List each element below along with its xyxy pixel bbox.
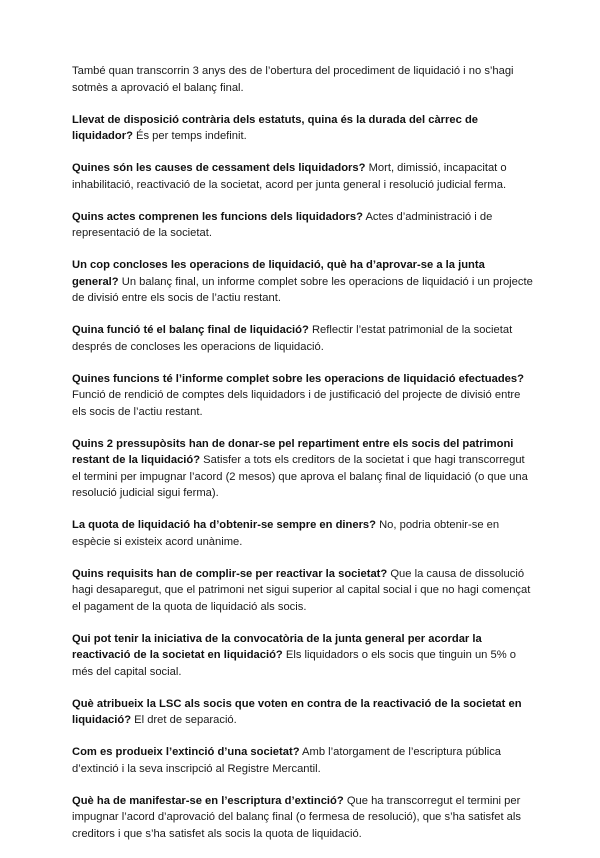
- qa-paragraph: [72, 322, 534, 355]
- question: Quins requisits han de complir-se per reactivar la societat?: [72, 567, 388, 580]
- question: Quins 2 pressupòsits han de donar-se pel repartiment entre els socis del patrimoni restant de la liquidació?: [72, 437, 514, 466]
- answer: Mort, dimissió, incapacitat o inhabilitació, reactivació de la societat, acord per junta general i resolució judicial ferma.: [72, 162, 507, 191]
- qa-paragraph: [72, 371, 534, 421]
- document-page: [72, 63, 534, 858]
- qa-paragraph: [72, 209, 534, 242]
- question: Un cop concloses les operacions de liquidació, què ha d’aprovar-se a la junta general?: [72, 259, 485, 288]
- qa-paragraph: [72, 631, 534, 681]
- answer: Funció de rendició de comptes dels liquidadors i de justificació del projecte de divisió entre els socis de l’actiu restant.: [72, 389, 521, 418]
- qa-paragraph: [72, 517, 534, 550]
- qa-paragraph: [72, 257, 534, 307]
- question: Com es produeix l’extinció d’una societat?: [72, 746, 300, 758]
- qa-paragraph: [72, 112, 534, 145]
- qa-paragraph: [72, 160, 534, 193]
- question: Què atribueix la LSC als socis que voten en contra de la reactivació de la societat en liquidació?: [72, 697, 522, 726]
- qa-paragraph: [72, 744, 534, 777]
- answer: El dret de separació.: [134, 714, 237, 726]
- qa-paragraph: [72, 436, 534, 502]
- question: Què ha de manifestar-se en l’escriptura d’extinció?: [72, 794, 344, 807]
- question: Quines funcions té l’informe complet sobre les operacions de liquidació efectuades?: [72, 372, 524, 385]
- answer: Un balanç final, un informe complet sobre les operacions de liquidació i un projecte de divisió entre els socis de l’actiu restant.: [72, 275, 533, 304]
- question: Llevat de disposició contrària dels estatuts, quina és la durada del càrrec de liquidador?: [72, 113, 479, 142]
- question: La quota de liquidació ha d’obtenir-se sempre en diners?: [72, 519, 376, 531]
- qa-paragraph: [72, 696, 534, 729]
- answer: Actes d’administració i de representació de la societat.: [72, 210, 493, 239]
- question: Quina funció té el balanç final de liquidació?: [72, 324, 309, 336]
- qa-paragraph: [72, 793, 534, 843]
- question: Quins actes comprenen les funcions dels liquidadors?: [72, 210, 363, 223]
- answer: Amb l’atorgament de l’escriptura pública d’extinció i la seva inscripció al Registre Mercantil.: [72, 746, 502, 775]
- answer: Que ha transcorregut el termini per impugnar l’acord d’aprovació del balanç final (o fermesa de resolució), que s’ha satisfet als creditors i que s’ha satisfet als socis la quota de liquidació.: [72, 794, 521, 840]
- answer: Satisfer a tots els creditors de la societat i que hagi transcorregut el termini per impugnar l’acord (2 mesos) que aprova el balanç final de liquidació (o que una resolució judicial sigui ferma).: [72, 454, 528, 499]
- answer: No, podria obtenir-se en espècie si existeix acord unànime.: [72, 519, 500, 548]
- qa-paragraph: [72, 566, 534, 616]
- question: Quines són les causes de cessament dels liquidadors?: [72, 162, 366, 174]
- answer: És per temps indefinit.: [136, 130, 247, 142]
- intro-paragraph: També quan transcorrin 3 anys des de l’obertura del procediment de liquidació i no s’hagi sotmès a aprovació el balanç final.: [72, 65, 514, 94]
- answer: Que la causa de dissolució hagi desaparegut, que el patrimoni net sigui superior al capital social i que no hagi començat el pagament de la quota de liquidació als socis.: [72, 567, 531, 613]
- answer: Els liquidadors o els socis que tinguin un 5% o més del capital social.: [72, 649, 516, 678]
- answer: Reflectir l’estat patrimonial de la societat després de concloses les operacions de liquidació.: [72, 324, 513, 353]
- question: Qui pot tenir la iniciativa de la convocatòria de la junta general per acordar la reactivació de la societat en liquidació?: [72, 632, 482, 661]
